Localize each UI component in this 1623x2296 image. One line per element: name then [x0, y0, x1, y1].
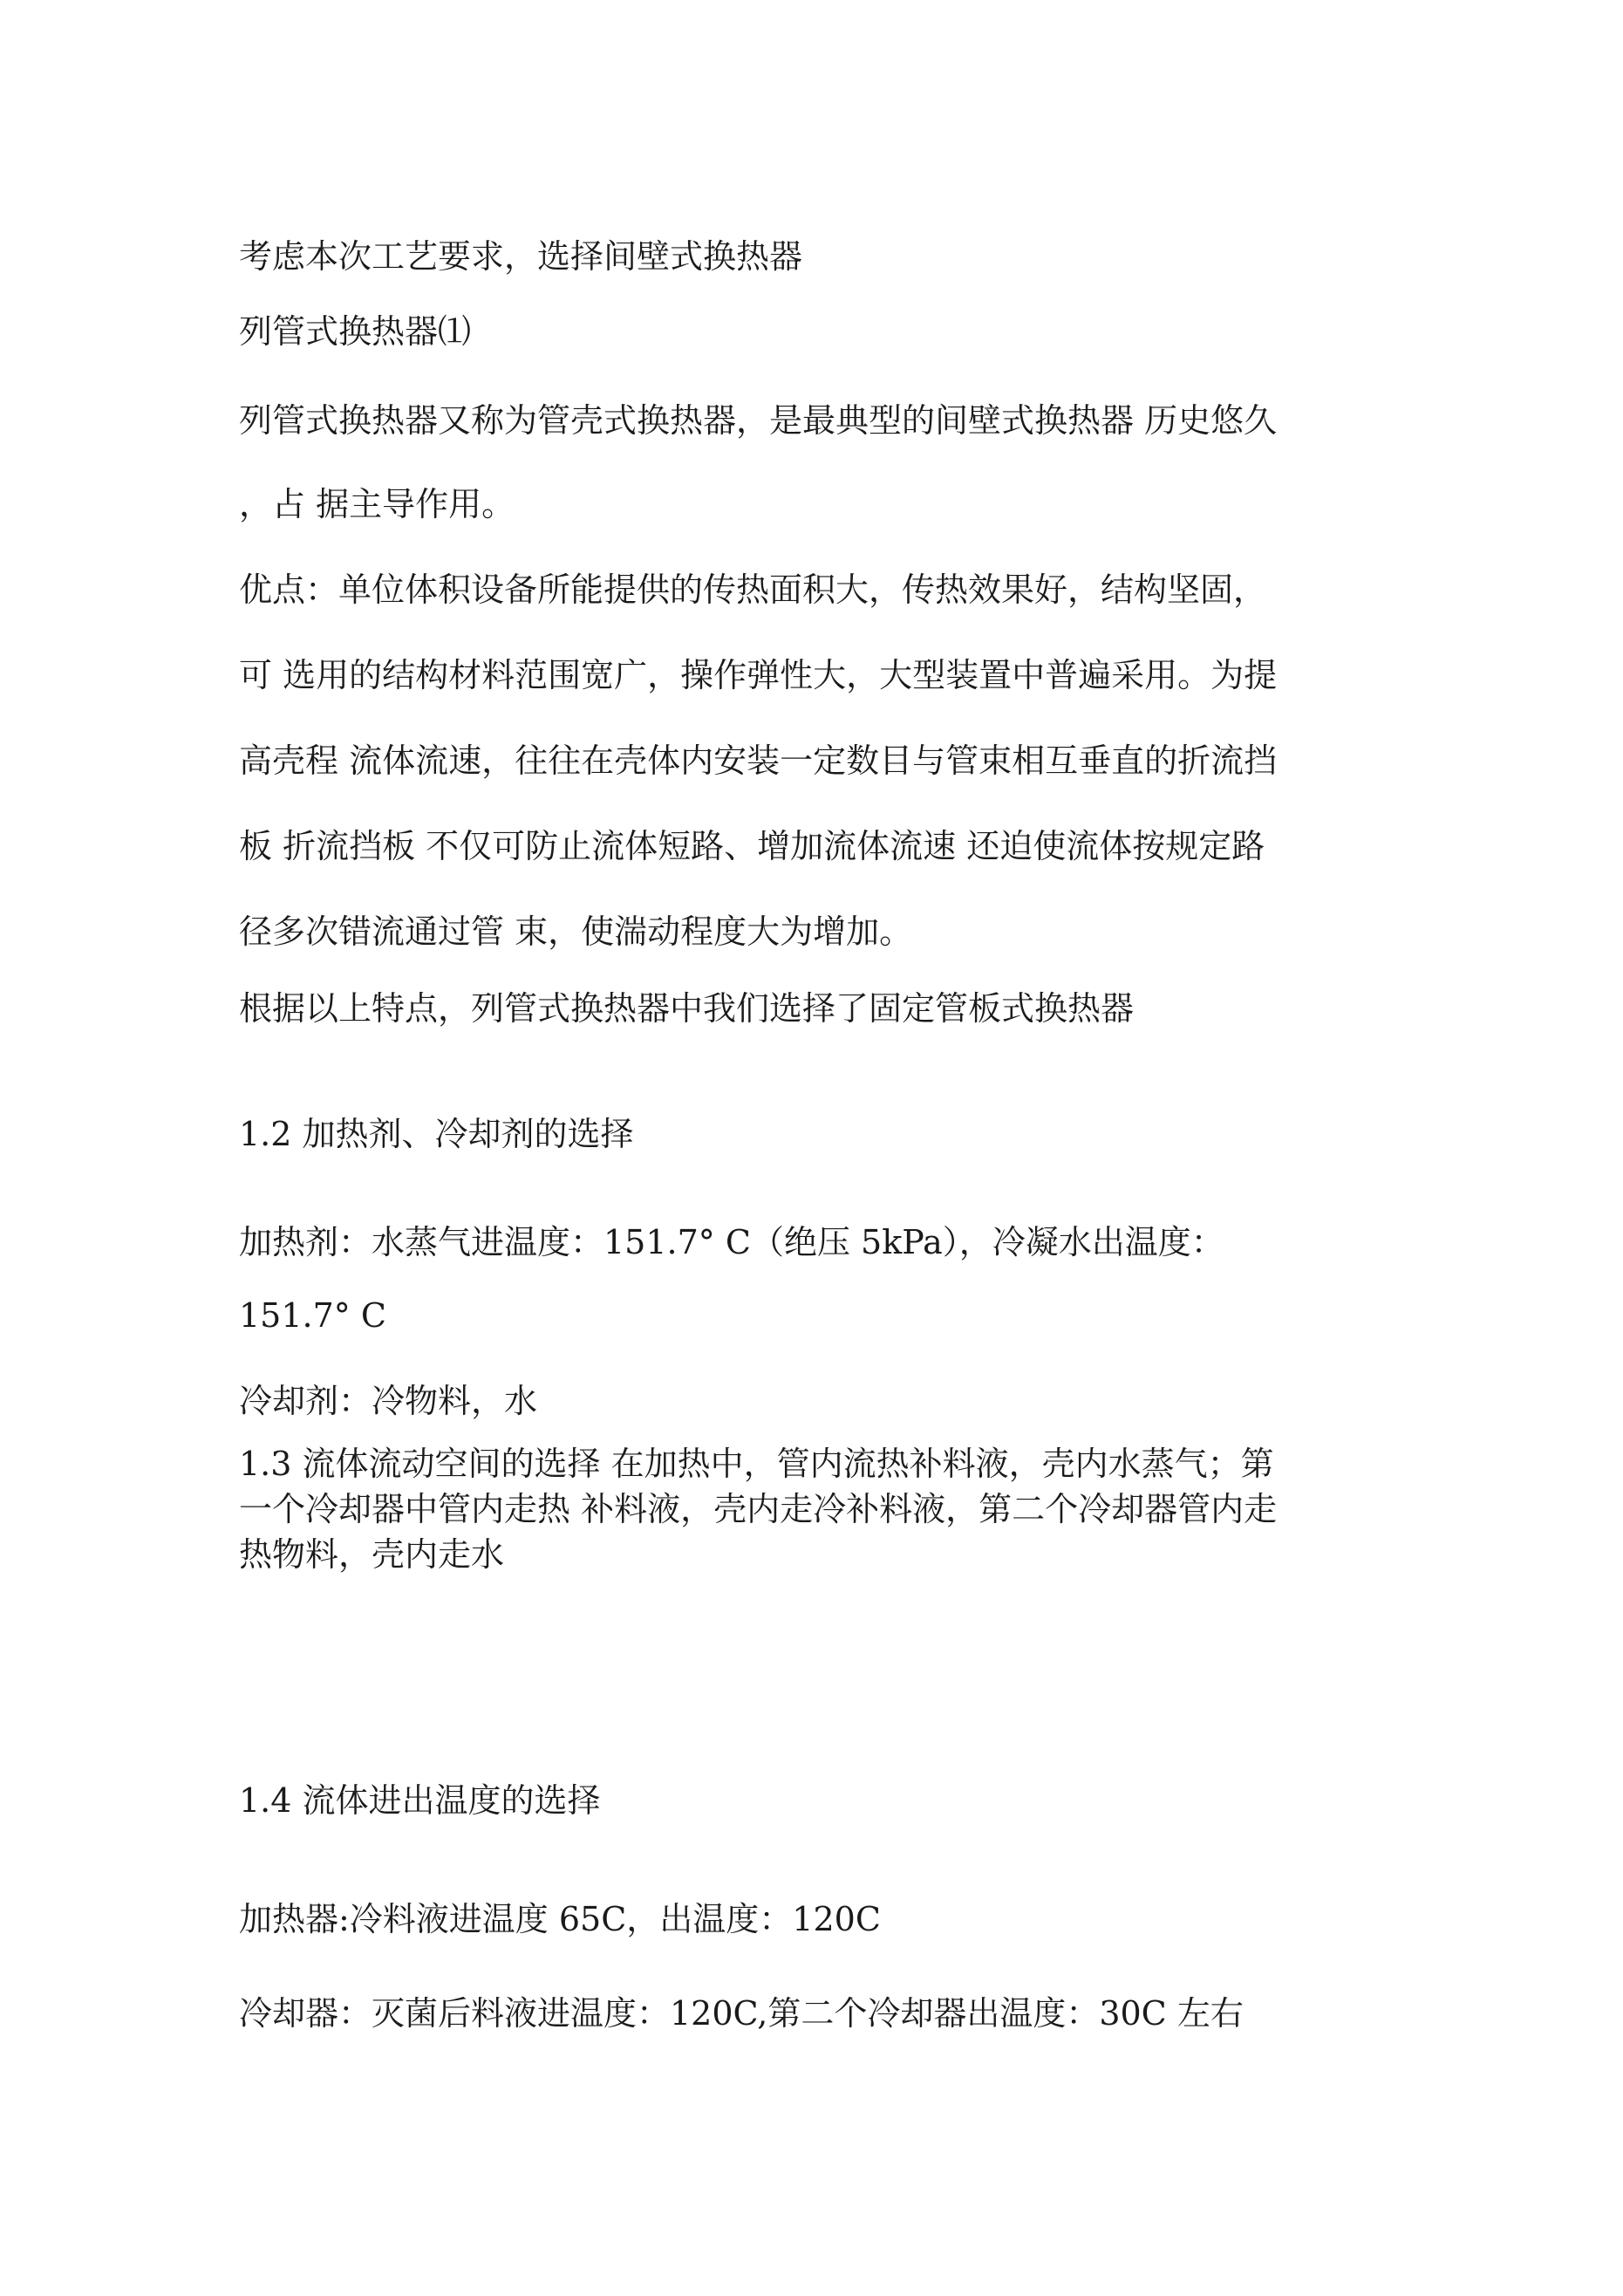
paragraph-intro-line-2: ，占 据主导作用。 — [239, 485, 515, 523]
subheading-shell-tube-exchanger: 列管式换热器⑴ — [239, 312, 472, 351]
paragraph-heating-agent-line-2: 151.7° C — [239, 1296, 386, 1335]
paragraph-heater-temperatures: 加热器:冷料液进温度 65C，出温度：120C — [239, 1900, 881, 1938]
paragraph-intro-line-1: 列管式换热器又称为管壳式换热器，是最典型的间壁式换热器 历史悠久 — [239, 401, 1278, 440]
paragraph-advantages-line-5: 径多次错流通过管 束，使湍动程度大为增加。 — [239, 912, 913, 951]
paragraph-advantages-line-2: 可 选用的结构材料范围宽广，操作弹性大，大型装置中普遍采用。为提 — [239, 656, 1278, 694]
paragraph-flow-space-1-3 — [239, 1441, 1399, 1577]
paragraph-heating-agent-line-1: 加热剂：水蒸气进温度：151.7° C（绝压 5kPa），冷凝水出温度： — [239, 1223, 1224, 1261]
paragraph-advantages-line-1: 优点：单位体积设备所能提供的传热面积大，传热效果好，结构坚固， — [239, 571, 1267, 609]
section-heading-1-2: 1.2 加热剂、冷却剂的选择 — [239, 1115, 634, 1153]
paragraph-advantages-line-4: 板 折流挡板 不仅可防止流体短路、增加流体流速 还迫使流体按规定路 — [239, 827, 1265, 865]
paragraph-selection-conclusion: 根据以上特点，列管式换热器中我们选择了固定管板式换热器 — [239, 989, 1135, 1028]
flow-space-line-2: 一个冷却器中管内走热 补料液，壳内走冷补料液，第二个冷却器管内走 — [239, 1490, 1278, 1528]
flow-space-line-1: 1.3 流体流动空间的选择 在加热中，管内流热补料液，壳内水蒸气；第 — [239, 1445, 1274, 1483]
paragraph-process-requirement: 考虑本次工艺要求，选择间壁式换热器 — [239, 237, 803, 276]
flow-space-line-3: 热物料，壳内走水 — [239, 1535, 505, 1574]
paragraph-cooling-agent: 冷却剂：冷物料，水 — [239, 1382, 538, 1420]
paragraph-advantages-line-3: 高壳程 流体流速，往往在壳体内安装一定数目与管束相互垂直的折流挡 — [239, 741, 1278, 780]
section-heading-1-4: 1.4 流体进出温度的选择 — [239, 1781, 601, 1820]
paragraph-cooler-temperatures: 冷却器：灭菌后料液进温度：120C,第二个冷却器出温度：30C 左右 — [239, 1994, 1244, 2033]
